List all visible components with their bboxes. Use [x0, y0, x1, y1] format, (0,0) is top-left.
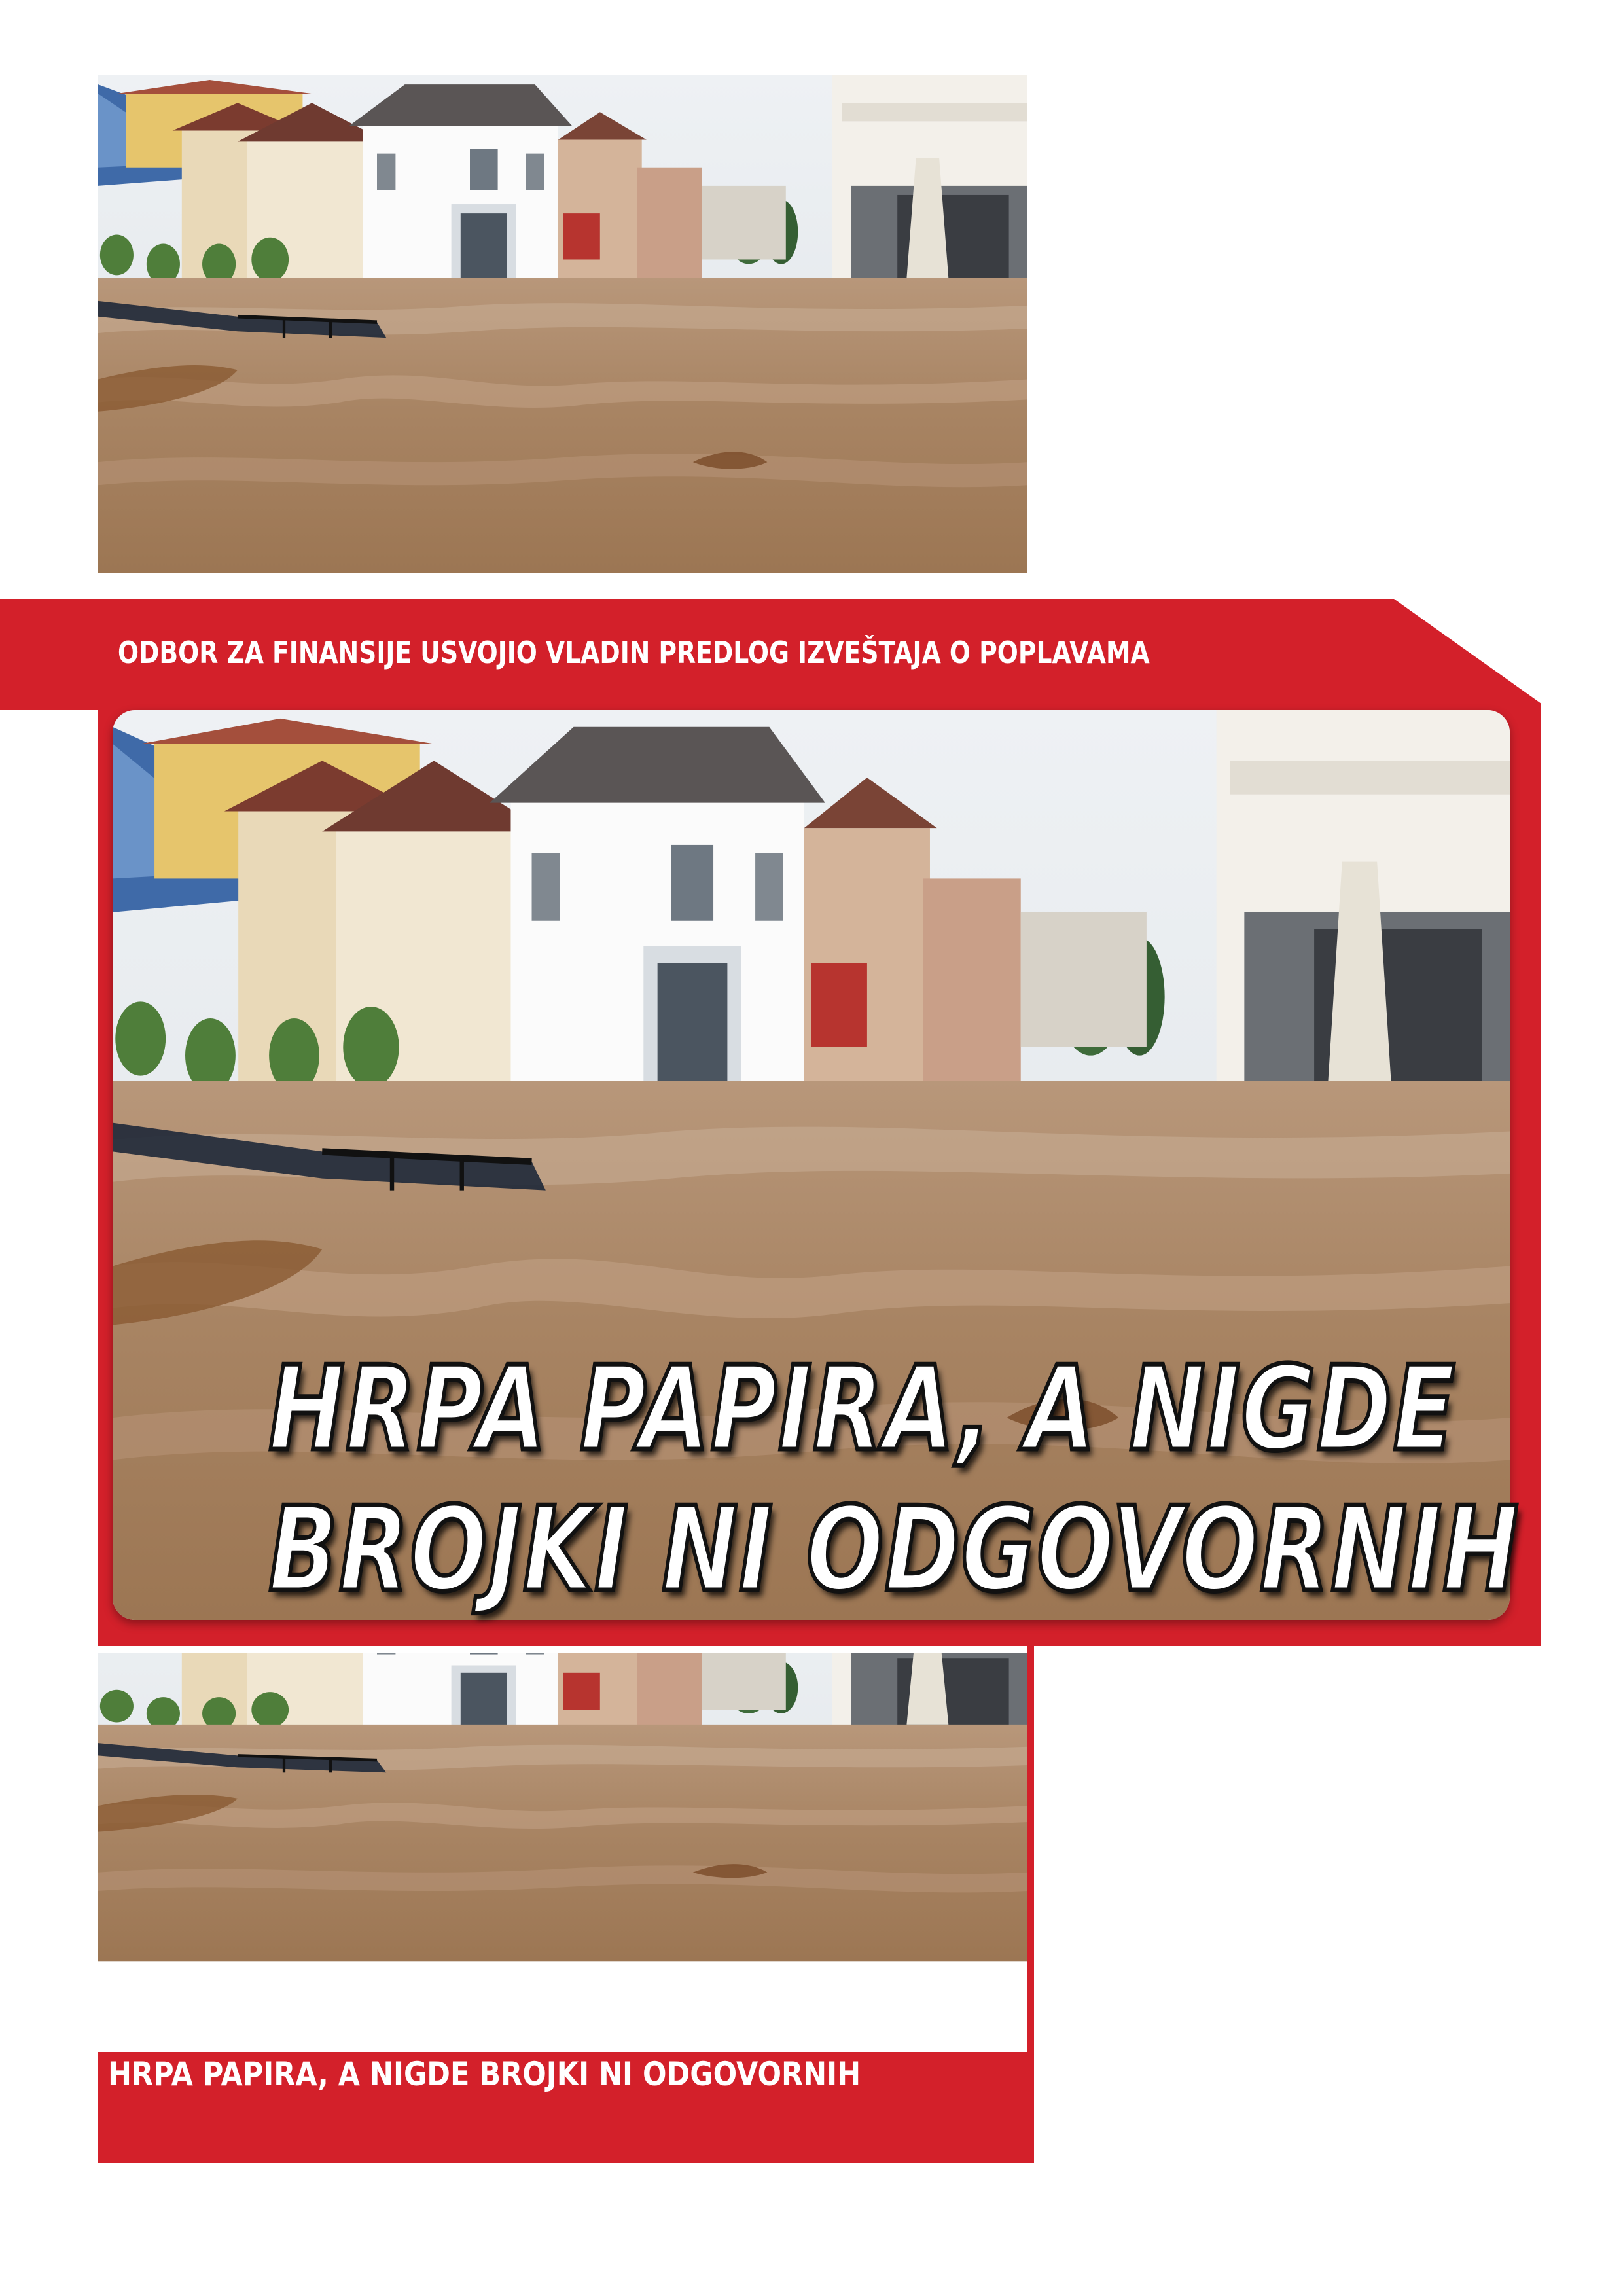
kicker-text: ODBOR ZA FINANSIJE USVOJIO VLADIN PREDLOG IZVEŠTAJA O POPLAVAMA: [118, 635, 1150, 670]
headline-line-1: HRPA PAPIRA, A NIGDE: [268, 1341, 1457, 1477]
headline: [115, 1338, 1520, 1620]
caption-text: HRPA PAPIRA, A NIGDE BROJKI NI ODGOVORNIH: [108, 2055, 861, 2093]
headline-line-2: BROJKI NI ODGOVORNIH: [268, 1482, 1520, 1617]
bottom-photo: [98, 1653, 1027, 2052]
